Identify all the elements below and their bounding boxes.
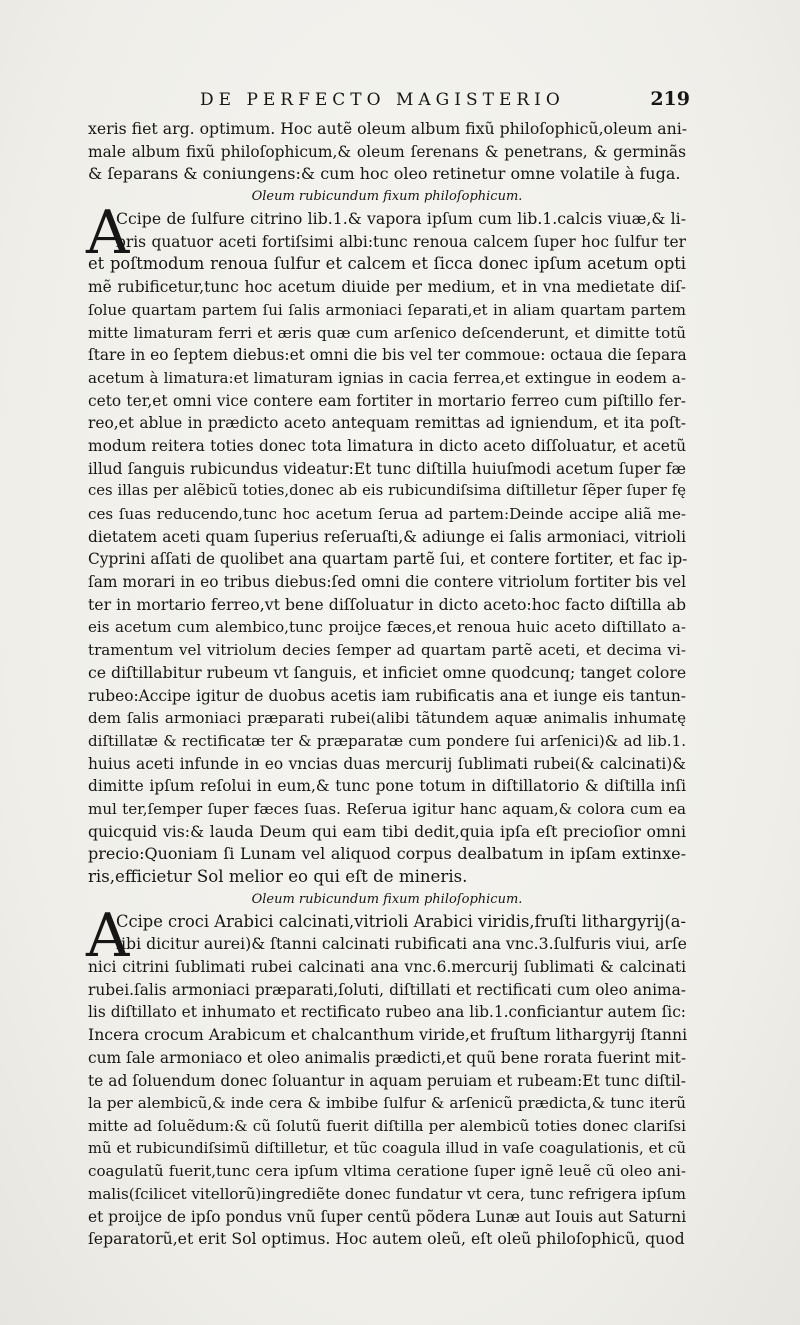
section-1-paragraph — [86, 198, 688, 889]
text-line: nici citrini ſublimati rubei calcinati ana vnc.6.mercurij ſublimati & calcinati — [88, 958, 686, 977]
text-line: bris quatuor aceti fortiſsimi albi:tunc renoua calcem ſuper hoc ſulfur ter — [116, 232, 686, 251]
text-line: xeris fiet arg. optimum. Hoc autẽ oleum album fixũ philoſophicũ,oleum ani- — [88, 119, 688, 138]
body-text — [88, 118, 686, 1251]
text-line: ces illas per alẽbicũ toties,donec ab eis rubicundiſsima diſtilletur ſẽper ſuper fę — [88, 482, 686, 500]
text-line: illud ſanguis rubicundus videatur:Et tunc diſtilla huiuſmodi acetum ſuper fæ — [88, 459, 686, 478]
text-line: malis(ſcilicet vitellorũ)ingrediẽte donec fundatur vt cera, tunc refrigera ipſum — [88, 1184, 686, 1203]
running-head: DE PERFECTO MAGISTERIO — [200, 90, 565, 110]
text-line: quicquid vis:& lauda Deum qui eam tibi dedit,quia ipſa eſt precioſior omni — [88, 821, 686, 841]
text-line: et poſtmodum renoua ſulfur et calcem et ſicca donec ipſum acetum opti — [88, 254, 686, 274]
text-line: acetum à limatura:et limaturam ignias in cacia ferrea,et extingue in eodem a- — [88, 368, 686, 387]
text-line: te ad ſoluendum donec ſoluantur in aquam peruiam et rubeam:Et tunc diſtil- — [88, 1071, 686, 1090]
text-line: ceto ter,et omni vice contere eam fortiter in mortario ferreo cum piſtillo fer- — [88, 391, 686, 410]
text-line: precio:Quoniam ſi Lunam vel aliquod corpus dealbatum in ipſam extinxe- — [88, 844, 686, 864]
text-line: mitte limaturam ferri et æris quæ cum arſenico deſcenderunt, et dimitte totũ — [88, 323, 686, 342]
section-heading-1: Oleum rubicundum fixum philoſophicum. — [251, 189, 523, 205]
text-line: coagulatũ fuerit,tunc cera ipſum vltima ceratione ſuper ignẽ leuẽ cũ oleo ani- — [88, 1162, 686, 1181]
text-line: mẽ rubificetur,tunc hoc acetum diuide per medium, et in vna medietate diſ- — [88, 278, 686, 297]
text-line: ter in mortario ferreo,vt bene diſſoluatur in dicto aceto:hoc facto diſtilla ab — [88, 594, 686, 614]
drop-cap-initial: A — [86, 198, 130, 269]
text-line: Cyprini aſſati de quolibet ana quartam partẽ ſui, et contere fortiter, et fac ip- — [88, 550, 688, 569]
text-line: diſtillatæ & rectificatæ ter & præparatæ cum pondere ſui arſenici)& ad lib.1. — [88, 731, 686, 750]
text-line: reo,et ablue in prædicto aceto antequam remittas ad igniendum, et ita poſt- — [88, 414, 686, 433]
drop-cap-initial: A — [86, 900, 130, 971]
text-line: eis acetum cum alembico,tunc proijce fæces,et renoua huic aceto diſtillato a- — [88, 618, 686, 637]
text-line: Ccipe croci Arabici calcinati,vitrioli Arabici viridis,fruſti lithargyrij(a- — [116, 911, 686, 931]
text-line: dem ſalis armoniaci præparati rubei(alibi tãtundem aquæ animalis inhumatę — [88, 709, 686, 728]
text-line: Ccipe de ſulfure citrino lib.1.& vapora ipſum cum lib.1.calcis viuæ,& li- — [116, 209, 686, 229]
text-line: libi dicitur aurei)& ſtanni calcinati rubificati ana vnc.3.ſulfuris viui, arſe — [116, 934, 687, 954]
text-line: ce diſtillabitur rubeum vt ſanguis, et inficiet omne quodcunq; tanget colore — [88, 662, 687, 682]
text-line: huius aceti infunde in eo vncias duas mercurij ſublimati rubei(& calcinati)& — [88, 754, 686, 773]
text-line: mũ et rubicundiſsimũ diſtilletur, et tũc coagula illud in vaſe coagulationis, et cũ — [88, 1139, 686, 1157]
text-line: cum ſale armoniaco et oleo animalis prædicti,et quũ bene rorata fuerint mit- — [88, 1048, 687, 1067]
text-line: la per alembicũ,& inde cera & imbibe ſulfur & arſenicũ prædicta,& tunc iterũ — [88, 1094, 686, 1113]
text-line: ſeparatorũ,et erit Sol optimus. Hoc autem oleũ, eſt oleũ philoſophicũ, quod — [88, 1229, 685, 1249]
text-line: tramentum vel vitriolum decies ſemper ad quartam partẽ aceti, et decima vi- — [88, 641, 686, 660]
intro-paragraph — [88, 118, 686, 186]
text-line: rubei.ſalis armoniaci præparati,ſoluti, diſtillati et rectificati cum oleo anima- — [88, 980, 686, 999]
page-number: 219 — [650, 88, 690, 110]
text-line: mitte ad ſoluẽdum:& cũ ſolutũ fuerit diſtilla per alembicũ toties donec clariſsi — [88, 1116, 686, 1135]
text-line: ſam morari in eo tribus diebus:ſed omni die contere vitriolum fortiter bis vel — [88, 573, 686, 592]
text-line: lis diſtillato et inhumato et rectificato rubeo ana lib.1.conficiantur autem ſic: — [88, 1003, 686, 1022]
text-line: ſtare in eo ſeptem diebus:et omni die bis vel ter commoue: octaua die ſepara — [88, 346, 687, 365]
text-line: ces ſuas reducendo,tunc hoc acetum ſerua ad partem:Deinde accipe aliã me- — [88, 505, 686, 523]
page-header — [200, 90, 690, 114]
text-line: Incera crocum Arabicum et chalcanthum viride,et fruſtum lithargyrij ſtanni — [88, 1025, 688, 1045]
text-line: & ſeparans & coniungens:& cum hoc oleo retinetur omne volatile à fuga. — [88, 164, 681, 184]
text-line: modum reitera toties donec tota limatura in dicto aceto diſſoluatur, et acetũ — [88, 436, 686, 455]
text-line: male album fixũ philoſophicum,& oleum ſerenans & penetrans, & germinãs — [88, 142, 686, 161]
text-line: mul ter,ſemper ſuper fæces ſuas. Reſerua igitur hanc aquam,& colora cum ea — [88, 799, 686, 818]
text-line: ſolue quartam partem ſui ſalis armoniaci ſeparati,et in aliam quartam partem — [88, 300, 686, 319]
text-line: dimitte ipſum reſolui in eum,& tunc pone totum in diſtillatorio & diſtilla inſi — [88, 777, 686, 796]
text-line: rubeo:Accipe igitur de duobus acetis iam rubificatis ana et iunge eis tantun- — [88, 686, 686, 705]
text-line: dietatem aceti quam ſuperius reſeruaſti,& adiunge ei ſalis armoniaci, vitrioli — [88, 527, 686, 546]
section-2-paragraph — [86, 900, 688, 1251]
section-heading-2: Oleum rubicundum fixum philoſophicum. — [251, 891, 523, 907]
text-line: et proijce de ipſo pondus vnũ ſuper centũ põdera Lunæ aut Iouis aut Saturni — [88, 1207, 687, 1226]
text-line: ris,efficietur Sol melior eo qui eſt de mineris. — [88, 867, 468, 886]
